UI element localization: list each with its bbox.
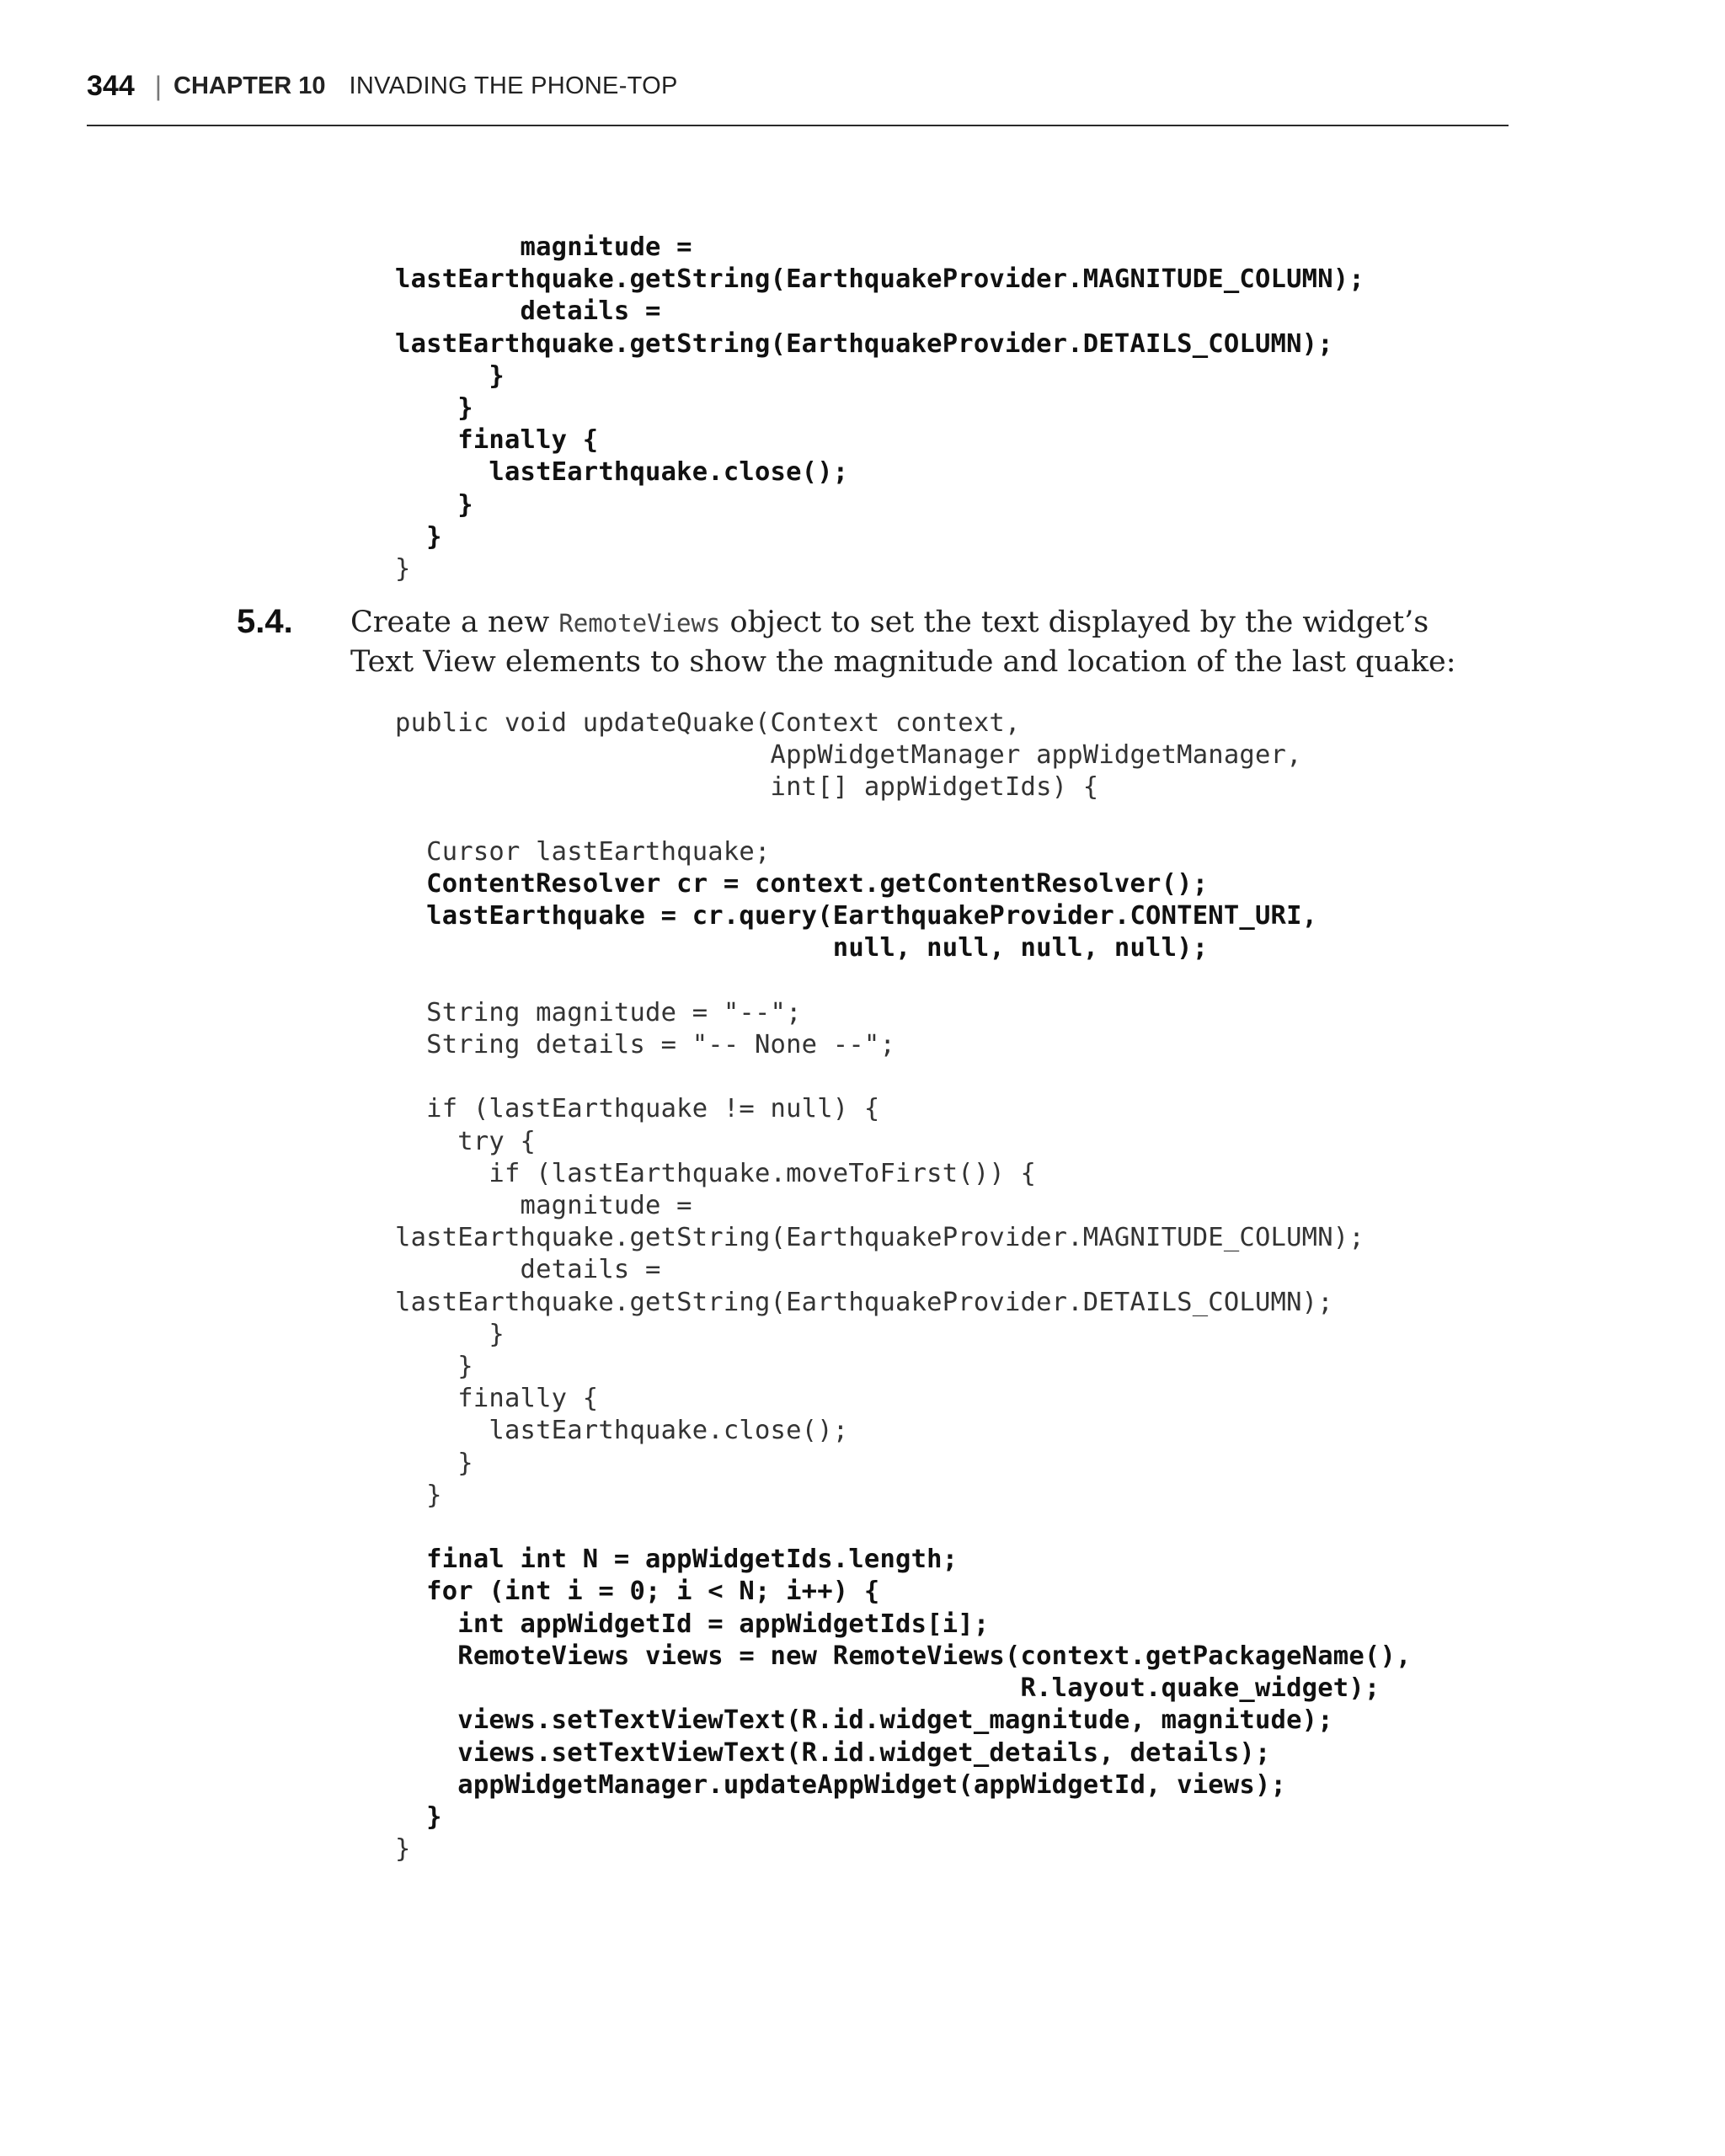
page-number: 344 bbox=[87, 69, 135, 102]
code-line: Cursor lastEarthquake; bbox=[395, 836, 771, 867]
code-line: lastEarthquake.getString(EarthquakeProvider.DETAILS_COLUMN); bbox=[395, 328, 1333, 359]
code-line: } bbox=[395, 393, 473, 424]
code-line: } bbox=[395, 1352, 473, 1382]
code-line: } bbox=[395, 1448, 473, 1478]
code-line: finally { bbox=[395, 425, 599, 456]
code-line: finally { bbox=[395, 1384, 599, 1414]
code-line: views.setTextViewText(R.id.widget_magnitude, magnitude); bbox=[395, 1705, 1333, 1736]
code-line: lastEarthquake.close(); bbox=[395, 1416, 849, 1446]
code-line: for (int i = 0; i < N; i++) { bbox=[395, 1577, 880, 1607]
code-line: try { bbox=[395, 1126, 537, 1156]
code-line: } bbox=[395, 521, 442, 552]
code-line: } bbox=[395, 489, 473, 520]
code-listing bbox=[395, 707, 1412, 1865]
code-line: ContentResolver cr = context.getContentResolver(); bbox=[395, 869, 1209, 899]
code-line: details = bbox=[395, 1255, 661, 1285]
code-line: RemoteViews views = new RemoteViews(context.getPackageName(), bbox=[395, 1641, 1412, 1671]
code-fragment bbox=[395, 232, 1365, 585]
code-line: null, null, null, null); bbox=[395, 933, 1209, 963]
step-inline-code: RemoteViews bbox=[558, 609, 721, 638]
code-line: lastEarthquake.getString(EarthquakeProvider.DETAILS_COLUMN); bbox=[395, 1287, 1333, 1317]
chapter-label: CHAPTER 10 bbox=[174, 72, 326, 99]
running-header bbox=[87, 64, 678, 108]
code-line: lastEarthquake.getString(EarthquakeProvider.MAGNITUDE_COLUMN); bbox=[395, 264, 1365, 295]
code-line: R.layout.quake_widget); bbox=[395, 1673, 1381, 1704]
header-separator: | bbox=[154, 70, 163, 101]
code-line: int appWidgetId = appWidgetIds[i]; bbox=[395, 1609, 990, 1639]
code-line: } bbox=[395, 360, 505, 391]
code-line: magnitude = bbox=[395, 232, 692, 262]
code-line: String magnitude = "--"; bbox=[395, 997, 802, 1027]
code-line: lastEarthquake.getString(EarthquakeProvider.MAGNITUDE_COLUMN); bbox=[395, 1223, 1365, 1253]
code-line: } bbox=[395, 554, 411, 584]
header-rule bbox=[87, 125, 1509, 126]
step-text bbox=[350, 603, 1471, 681]
code-line: views.setTextViewText(R.id.widget_details, details); bbox=[395, 1737, 1271, 1768]
code-line: appWidgetManager.updateAppWidget(appWidgetId, views); bbox=[395, 1769, 1287, 1800]
code-line: } bbox=[395, 1834, 411, 1865]
code-line: if (lastEarthquake != null) { bbox=[395, 1094, 880, 1124]
step-text-after: object to set the text displayed by the widget’s Text View elements to show the magnitude and location of the last quake: bbox=[350, 606, 1456, 679]
code-line: int[] appWidgetIds) { bbox=[395, 772, 1099, 803]
code-line: } bbox=[395, 1480, 442, 1510]
chapter-title: INVADING THE PHONE-TOP bbox=[349, 72, 678, 99]
step-number: 5.4. bbox=[237, 603, 293, 640]
code-line: } bbox=[395, 1319, 505, 1349]
code-line: details = bbox=[395, 296, 661, 327]
code-line: } bbox=[395, 1801, 442, 1832]
code-line: magnitude = bbox=[395, 1191, 692, 1221]
code-line: lastEarthquake.close(); bbox=[395, 457, 849, 488]
code-line: String details = "-- None --"; bbox=[395, 1030, 896, 1060]
code-line: final int N = appWidgetIds.length; bbox=[395, 1545, 959, 1575]
code-line: lastEarthquake = cr.query(EarthquakeProvider.CONTENT_URI, bbox=[395, 901, 1318, 931]
code-line: public void updateQuake(Context context, bbox=[395, 708, 1021, 738]
code-line: AppWidgetManager appWidgetManager, bbox=[395, 740, 1302, 771]
step-text-before: Create a new bbox=[350, 606, 559, 639]
code-line: if (lastEarthquake.moveToFirst()) { bbox=[395, 1158, 1037, 1188]
